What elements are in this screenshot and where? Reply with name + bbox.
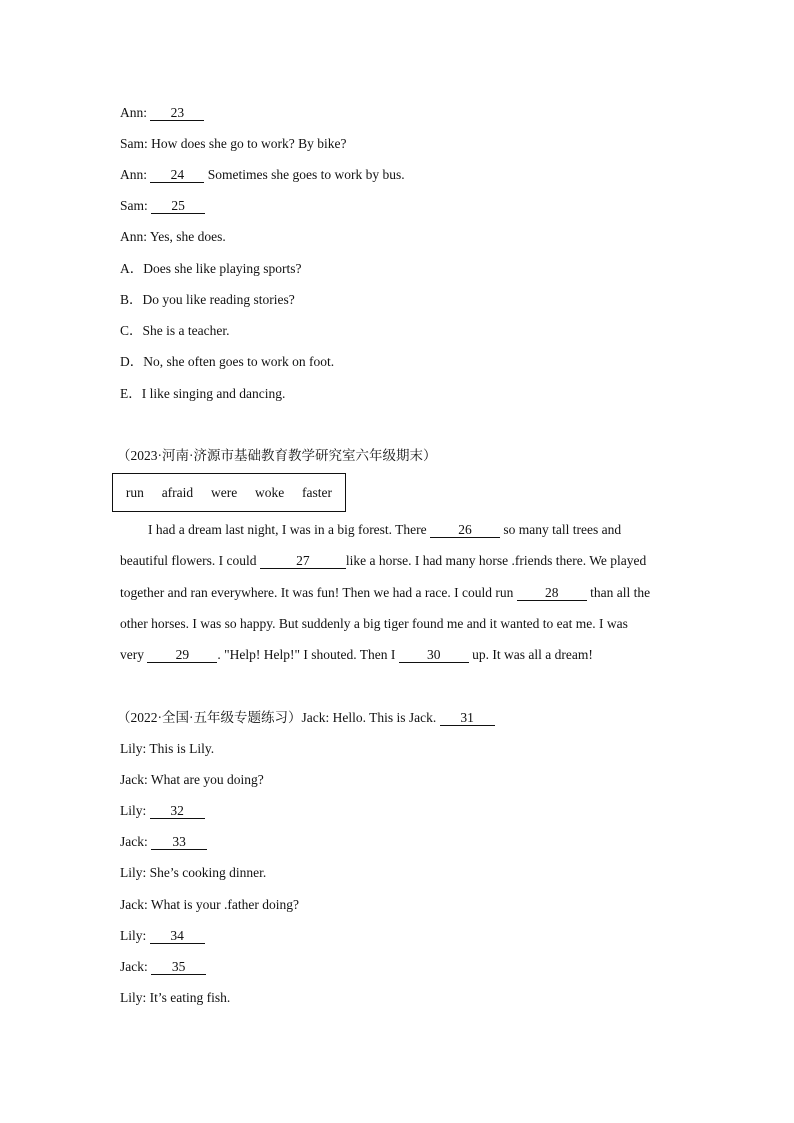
speaker: Lily: xyxy=(120,928,147,943)
dialog-line xyxy=(120,958,206,976)
word-bank-item: were xyxy=(210,484,238,500)
dialog-line: Jack: What is your .father doing? xyxy=(120,897,299,912)
passage-line: I had a dream last night, I was in a big forest. There 26 so many tall trees and xyxy=(148,522,622,537)
answer-blank[interactable]: 32 xyxy=(150,803,205,819)
dialog-line: Lily: This is Lily. xyxy=(120,741,215,756)
dialog-line xyxy=(120,104,204,122)
word-bank-item: afraid xyxy=(161,484,194,500)
dialog-line: Jack: What are you doing? xyxy=(120,772,264,787)
word-bank-item: woke xyxy=(255,484,285,500)
source-label: （2023·河南·济源市基础教育教学研究室六年级期末） xyxy=(117,448,437,463)
option-a: A．Does she like playing sports? xyxy=(120,261,302,276)
passage-line: beautiful flowers. I could 27 like a horse. I had many horse .friends there. We played xyxy=(120,553,647,568)
passage-line: together and ran everywhere. It was fun! Then we had a race. I could run 28 than all the xyxy=(120,585,651,600)
dialog-line: Lily: It’s eating fish. xyxy=(120,990,231,1005)
dialog-line xyxy=(120,166,405,184)
speaker: Jack: xyxy=(120,834,148,849)
speaker: Ann: xyxy=(120,105,147,120)
word-bank-item: faster xyxy=(302,484,333,500)
dialog-line: （2022·全国·五年级专题练习）Jack: Hello. This is Jack. 31 xyxy=(117,709,495,727)
word-bank-item: run xyxy=(125,484,144,500)
answer-blank[interactable]: 29 xyxy=(147,647,217,663)
dialog-text: Sometimes she goes to work by bus. xyxy=(207,167,405,182)
answer-blank[interactable]: 23 xyxy=(150,105,204,121)
option-e: E．I like singing and dancing. xyxy=(120,386,286,401)
answer-blank[interactable]: 35 xyxy=(151,959,206,975)
option-c: C．She is a teacher. xyxy=(120,323,230,338)
speaker: Lily: xyxy=(120,803,147,818)
option-b: B．Do you like reading stories? xyxy=(120,292,295,307)
dialog-line xyxy=(120,802,205,820)
dialog-line xyxy=(120,927,205,945)
dialog-line xyxy=(120,833,207,851)
speaker: Sam: xyxy=(120,198,148,213)
speaker: Jack: xyxy=(120,959,148,974)
dialog-line xyxy=(120,197,205,215)
passage-line: other horses. I was so happy. But suddenly a big tiger found me and it wanted to eat me. I was xyxy=(120,616,628,631)
dialog-line: Ann: Yes, she does. xyxy=(120,229,226,244)
answer-blank[interactable]: 26 xyxy=(430,522,500,538)
answer-blank[interactable]: 27 xyxy=(260,553,346,569)
answer-blank[interactable]: 31 xyxy=(440,710,495,726)
dialog-line: Lily: She’s cooking dinner. xyxy=(120,865,267,880)
answer-blank[interactable]: 33 xyxy=(151,834,207,850)
word-bank xyxy=(112,473,346,512)
passage-line: very 29 . "Help! Help!" I shouted. Then I 30 up. It was all a dream! xyxy=(120,647,593,662)
option-d: D．No, she often goes to work on foot. xyxy=(120,354,335,369)
answer-blank[interactable]: 25 xyxy=(151,198,205,214)
answer-blank[interactable]: 34 xyxy=(150,928,205,944)
dialog-line: Sam: How does she go to work? By bike? xyxy=(120,136,347,151)
speaker: Ann: xyxy=(120,167,147,182)
answer-blank[interactable]: 24 xyxy=(150,167,204,183)
answer-blank[interactable]: 30 xyxy=(399,647,469,663)
answer-blank[interactable]: 28 xyxy=(517,585,587,601)
